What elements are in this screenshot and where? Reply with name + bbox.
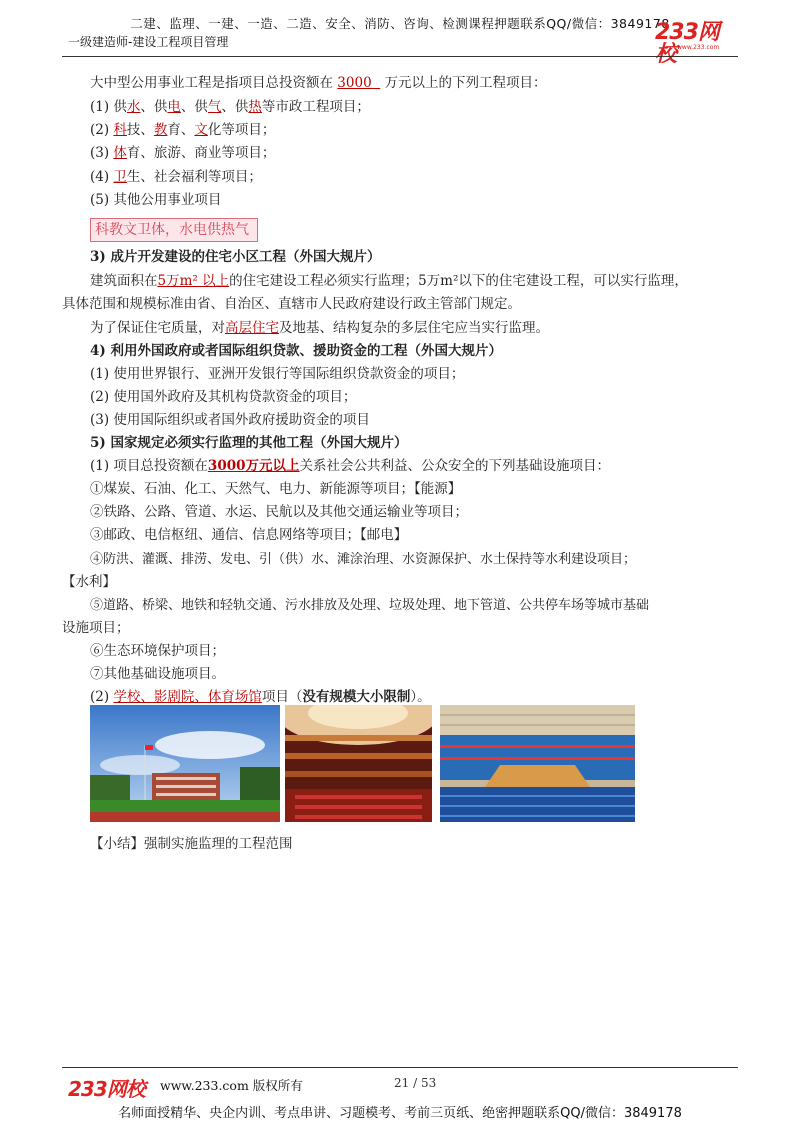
- footer-logo: 233网校: [68, 1077, 145, 1101]
- list-item: ①煤炭、石油、化工、天然气、电力、新能源等项目；【能源】: [90, 481, 462, 497]
- header-rule: [62, 56, 738, 57]
- amount-highlight: 3000: [337, 75, 372, 91]
- paragraph: 具体范围和规模标准由省、自治区、直辖市人民政府建设行政主管部门规定。: [62, 296, 521, 312]
- list-item: (1) 供水、供电、供气、供热等市政工程项目；: [90, 99, 370, 115]
- list-item: (3) 使用国际组织或者国外政府援助资金的项目: [90, 412, 370, 428]
- list-item: ④防洪、灌溉、排涝、发电、引（供）水、滩涂治理、水资源保护、水土保持等水利建设项目；: [90, 552, 637, 567]
- section-heading: 5) 国家规定必须实行监理的其他工程（外国大规片）: [90, 435, 408, 451]
- list-item: ②铁路、公路、管道、水运、民航以及其他交通运输业等项目；: [90, 504, 468, 520]
- list-item: (1) 项目总投资额在3000万元以上关系社会公共利益、公众安全的下列基础设施项目：: [90, 458, 610, 474]
- footer-contact-line: 名师面授精华、央企内训、考点串讲、习题模考、考前三页纸、绝密押题联系QQ/微信：3849178: [118, 1106, 682, 1121]
- list-item: ③邮政、电信枢纽、通信、信息网络等项目；【邮电】: [90, 527, 408, 543]
- para-public-utility: 大中型公用事业工程是指项目总投资额在 3000 万元以上的下列工程项目：: [90, 75, 547, 91]
- section-heading: 4) 利用外国政府或者国际组织贷款、援助资金的工程（外国大规片）: [90, 343, 502, 359]
- logo-text: 233网校: [655, 20, 719, 67]
- footer-copyright: www.233.com 版权所有: [160, 1078, 303, 1093]
- paragraph: 建筑面积在5万m² 以上的住宅建设工程必须实行监理；5万m²以下的住宅建设工程，可以实行监理，: [90, 273, 688, 289]
- site-logo: [655, 20, 735, 67]
- logo-url: www.233.com: [677, 44, 720, 51]
- header-contact-line: 二建、监理、一建、一造、二造、安全、消防、咨询、检测课程押题联系QQ/微信：3849178: [130, 16, 670, 31]
- list-item: (2) 科技、教育、文化等项目；: [90, 122, 276, 138]
- mnemonic-box: 科教文卫体，水电供热气: [90, 218, 258, 242]
- list-item: 设施项目；: [62, 620, 130, 636]
- list-item: (1) 使用世界银行、亚洲开发银行等国际组织贷款资金的项目；: [90, 366, 465, 382]
- paragraph: 为了保证住宅质量，对高层住宅及地基、结构复杂的多层住宅应当实行监理。: [90, 320, 549, 336]
- document-subtitle: 一级建造师-建设工程项目管理: [68, 35, 229, 49]
- summary-note: 【小结】强制实施监理的工程范围: [90, 836, 293, 852]
- list-item: (2) 使用国外政府及其机构贷款资金的项目；: [90, 389, 357, 405]
- list-item: 【水利】: [62, 574, 116, 590]
- list-item: (5) 其他公用事业项目: [90, 192, 222, 208]
- list-item: (2) 学校、影剧院、体育场馆项目（没有规模大小限制）。: [90, 689, 431, 705]
- section-heading: 3) 成片开发建设的住宅小区工程（外国大规片）: [90, 249, 381, 265]
- page-number: 21 / 53: [394, 1076, 437, 1090]
- list-item: ⑤道路、桥梁、地铁和轻轨交通、污水排放及处理、垃圾处理、地下管道、公共停车场等城市基础: [90, 598, 650, 613]
- school-photo: [90, 705, 280, 822]
- list-item: ⑥生态环境保护项目；: [90, 643, 225, 659]
- theater-photo: [285, 705, 432, 822]
- list-item: (3) 体育、旅游、商业等项目；: [90, 145, 276, 161]
- list-item: ⑦其他基础设施项目。: [90, 666, 225, 682]
- footer-rule: [62, 1067, 738, 1068]
- stadium-photo: [440, 705, 635, 822]
- list-item: (4) 卫生、社会福利等项目；: [90, 169, 262, 185]
